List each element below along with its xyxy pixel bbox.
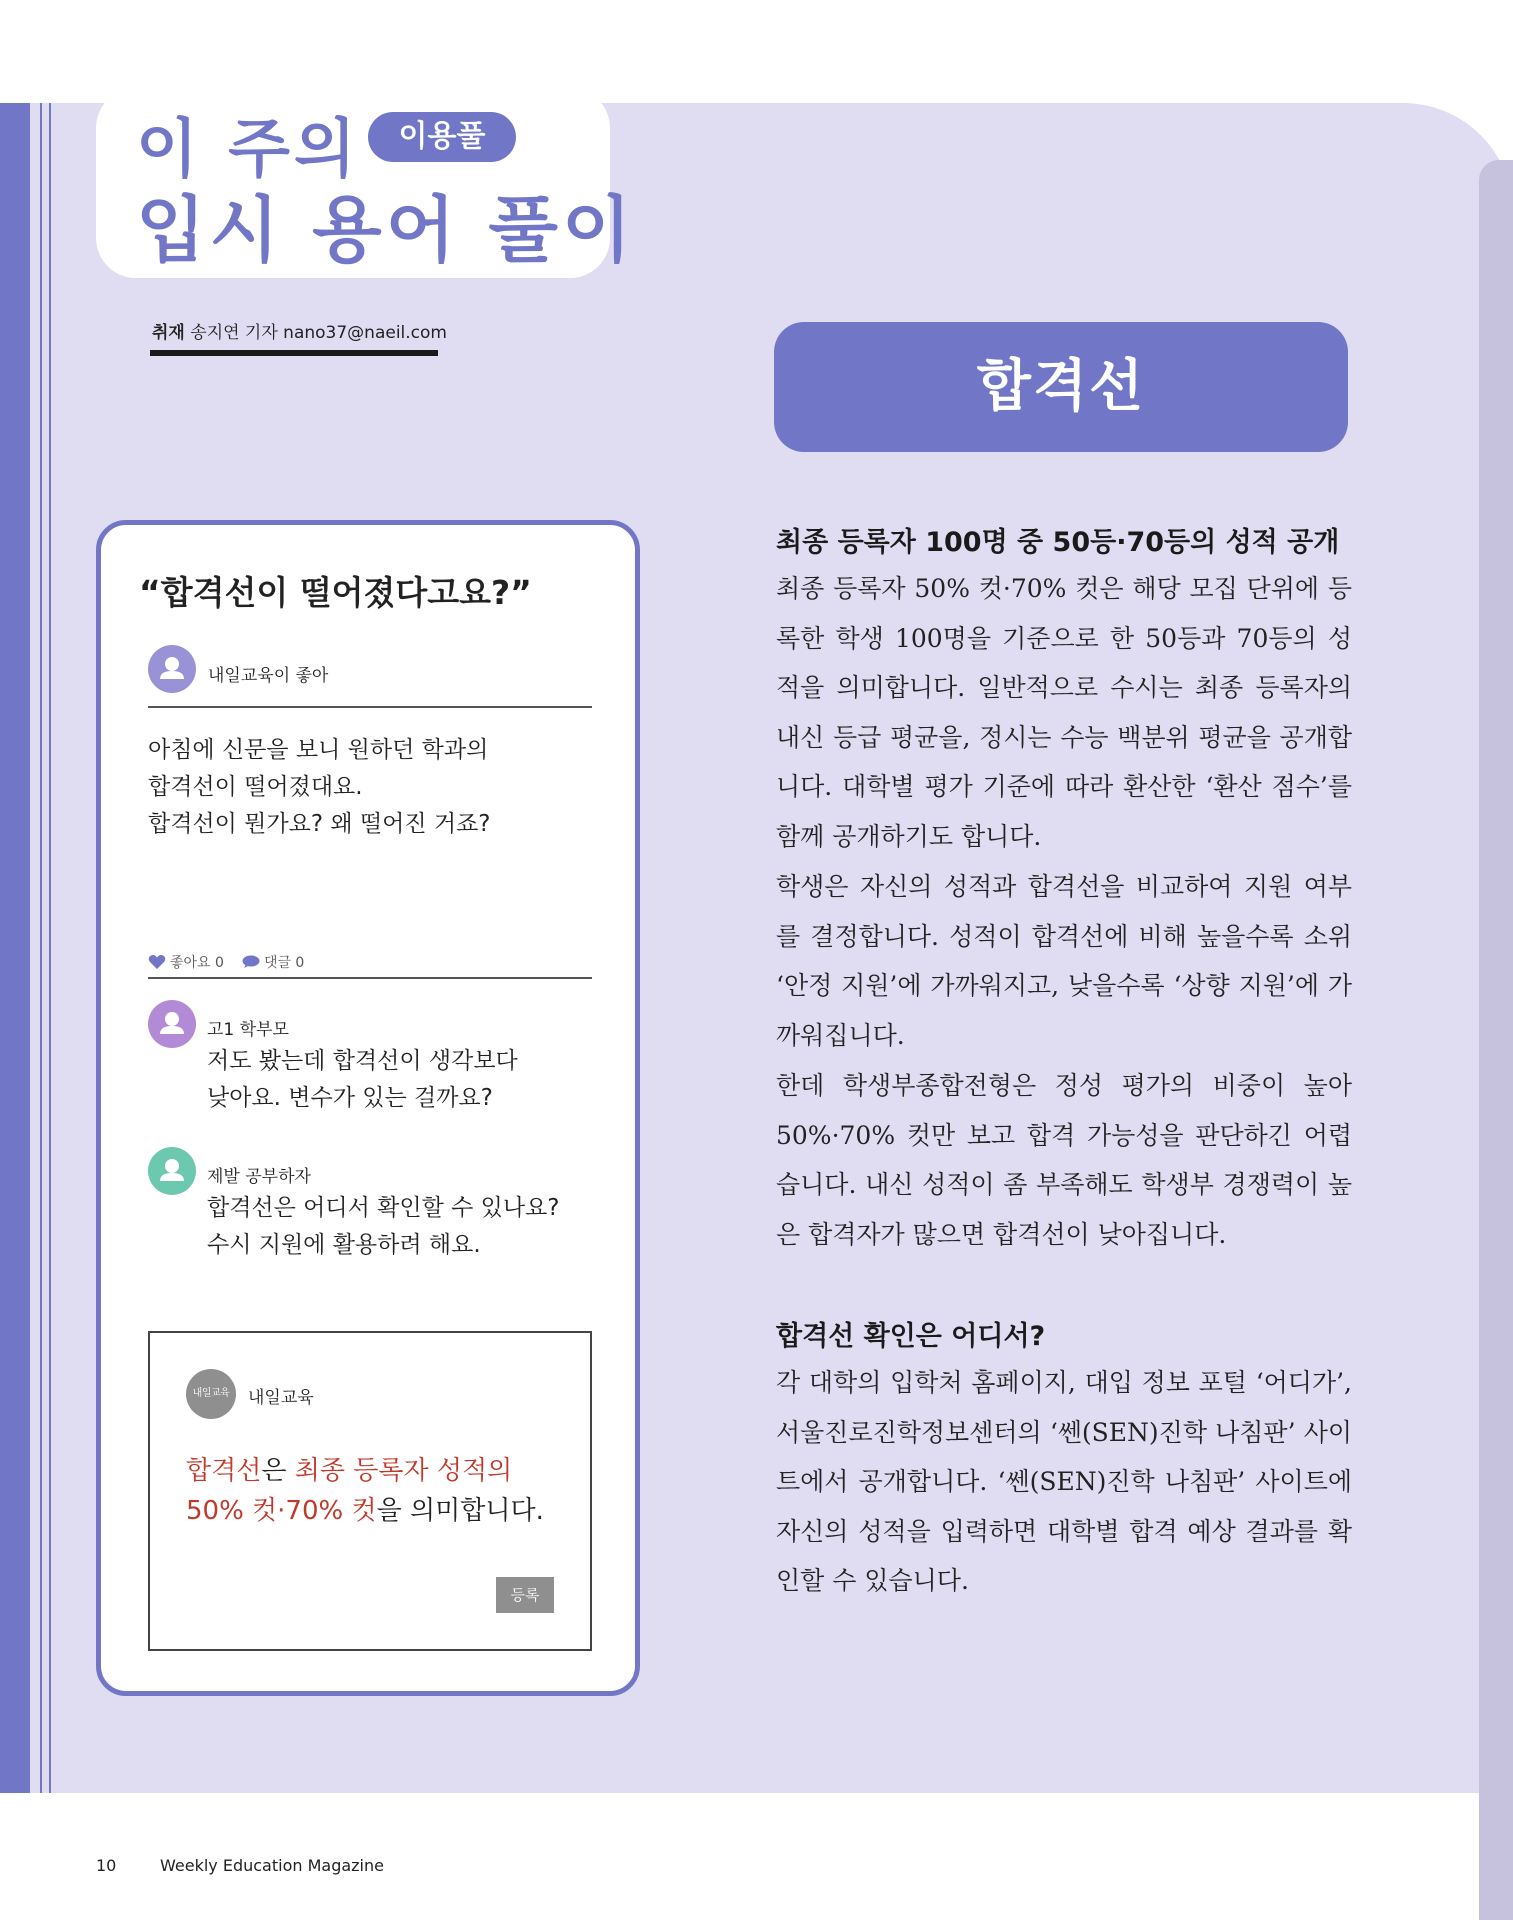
reply-line-2: 50% 컷·70% 컷을 의미합니다.: [186, 1496, 544, 1526]
title-card: [96, 88, 636, 278]
byline-text: 송지연 기자 nano37@naeil.com: [190, 323, 447, 343]
comment-count[interactable]: 댓글 0: [263, 955, 305, 971]
reply-answer: [186, 1451, 544, 1531]
post-line: 합격선이 떨어졌대요.: [148, 774, 363, 800]
left-accent-band: [0, 103, 30, 1793]
comment-line: 저도 봤는데 합격선이 생각보다: [207, 1048, 518, 1074]
chat-title: “합격선이 떨어졌다고요?”: [139, 573, 532, 612]
article-paragraph: 한데 학생부종합전형은 정성 평가의 비중이 높아 50%·70% 컷만 보고 합격 가능성을 판단하긴 어렵습니다. 내신 성적이 좀 부족해도 학생부 경쟁력이 높은 합격자가 많으면 합격선이 낮아집니다.: [776, 1071, 1352, 1249]
divider: [148, 706, 592, 708]
person-icon: [148, 1000, 196, 1048]
reply-author: 내일교육: [248, 1388, 314, 1408]
reply-line-1: 합격선은 최종 등록자 성적의: [186, 1456, 513, 1486]
post-author: 내일교육이 좋아: [208, 666, 329, 686]
reply-box[interactable]: [148, 1331, 592, 1651]
left-accent-rule: [49, 103, 51, 1793]
comment-author: 제발 공부하자: [207, 1167, 311, 1187]
title-badge: 이용풀: [368, 112, 516, 162]
section-heading: 최종 등록자 100명 중 50등·70등의 성적 공개: [776, 527, 1340, 558]
title-line-2: 입시 용어 풀이: [136, 188, 636, 272]
article-paragraph: 학생은 자신의 성적과 합격선을 비교하여 지원 여부를 결정합니다. 성적이 합격선에 비해 높을수록 소위 ‘안정 지원’에 가까워지고, 낮을수록 ‘상향 지원’에 가까워집니다.: [776, 872, 1352, 1050]
post-body: [148, 732, 491, 843]
reply-avatar: 내일교육: [186, 1369, 236, 1419]
comment-author: 고1 학부모: [207, 1020, 289, 1040]
chat-card: [96, 520, 640, 1696]
heart-icon[interactable]: [148, 954, 166, 970]
article-paragraph: 각 대학의 입학처 홈페이지, 대입 정보 포털 ‘어디가’, 서울진로진학정보센터의 ‘쎈(SEN)진학 나침판’ 사이트에서 공개합니다. ‘쎈(SEN)진학 나침판’ 사이트에 자신의 성적을 입력하면 대학별 합격 예상 결과를 확인할 수 있습니다.: [776, 1368, 1352, 1596]
comment-line: 합격선은 어디서 확인할 수 있나요?: [207, 1195, 560, 1221]
section-heading: 합격선 확인은 어디서?: [776, 1321, 1046, 1352]
magazine-name: Weekly Education Magazine: [160, 1856, 384, 1875]
byline-underline: [150, 350, 438, 356]
divider: [148, 977, 592, 979]
post-line: 아침에 신문을 보니 원하던 학과의: [148, 737, 489, 763]
comment-line: 수시 지원에 활용하려 해요.: [207, 1232, 481, 1258]
title-line-1: 이 주의: [136, 113, 360, 187]
byline: [152, 318, 447, 343]
person-icon: [148, 1147, 196, 1195]
page-number: 10: [96, 1856, 117, 1875]
like-count[interactable]: 좋아요 0: [170, 955, 224, 971]
byline-label: 취재: [152, 323, 185, 343]
submit-button[interactable]: 등록: [496, 1577, 554, 1613]
comment-line: 낮아요. 변수가 있는 걸까요?: [207, 1085, 493, 1111]
left-accent-rule: [40, 103, 42, 1793]
article-paragraph: 최종 등록자 50% 컷·70% 컷은 해당 모집 단위에 등록한 학생 100명을 기준으로 한 50등과 70등의 성적을 의미합니다. 일반적으로 수시는 최종 등록자의 내신 등급 평균을, 정시는 수능 백분위 평균을 공개합니다. 대학별 평가 기준에 따라 환산한 ‘환산 점수’를 함께 공개하기도 합니다.: [776, 574, 1352, 851]
post-line: 합격선이 뭔가요? 왜 떨어진 거죠?: [148, 811, 491, 837]
speech-bubble-icon[interactable]: [242, 955, 260, 969]
comment-body: [207, 1190, 560, 1264]
person-icon: [148, 645, 196, 693]
post-reactions: [148, 952, 304, 972]
page-edge-shadow: [1479, 160, 1513, 1920]
comment-body: [207, 1043, 518, 1117]
term-banner: 합격선: [774, 322, 1348, 452]
